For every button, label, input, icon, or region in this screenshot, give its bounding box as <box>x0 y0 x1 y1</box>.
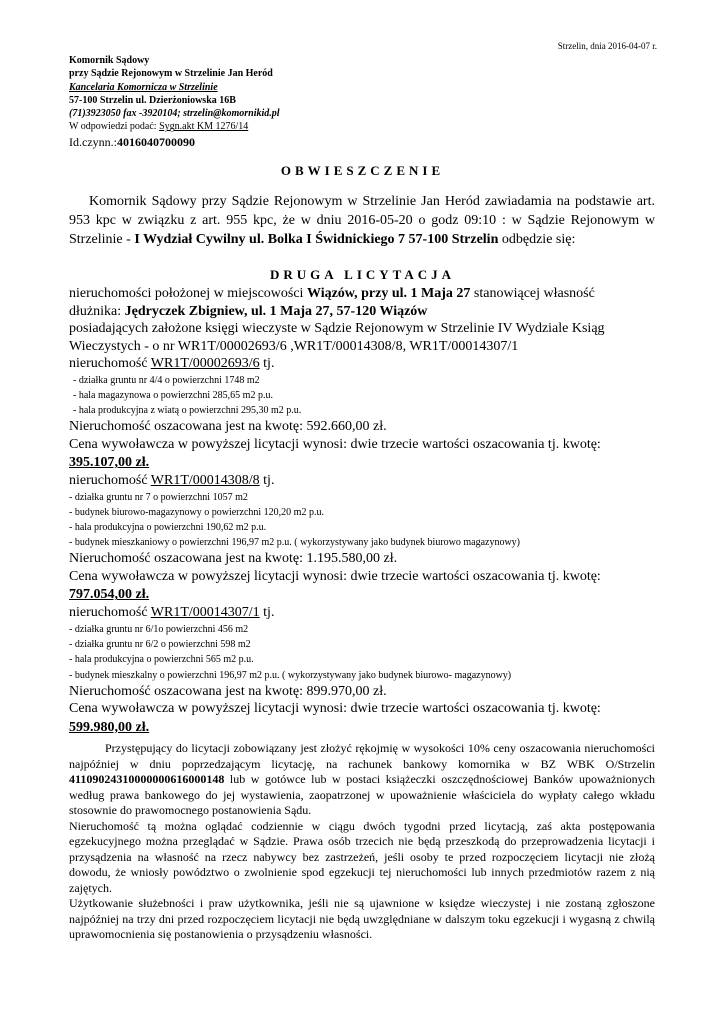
header-reply-line <box>69 120 389 133</box>
lot-item: - działka gruntu nr 4/4 o powierzchni 1748 m2 <box>73 374 260 386</box>
document-date: Strzelin, dnia 2016-04-07 r. <box>557 41 657 51</box>
header-line-address: 57-100 Strzelin ul. Dzierżoniowska 16B <box>69 94 236 106</box>
lot-item: - hala magazynowa o powierzchni 285,65 m2 p.u. <box>73 389 273 401</box>
lot-starting-price-text: Cena wywoławcza w powyższej licytacji wynosi: dwie trzecie wartości oszacowania tj. kwotę: <box>69 436 601 452</box>
debtor-line <box>69 303 655 321</box>
deposit-paragraph <box>69 741 655 819</box>
lot-label: nieruchomość <box>69 473 151 489</box>
header-line-title: Komornik Sądowy <box>69 55 150 66</box>
lot-item: - działka gruntu nr 6/1o powierzchni 456 m2 <box>69 623 249 635</box>
registry-line-2: Wieczystych - o nr WR1T/00002693/6 ,WR1T/00014308/8, WR1T/00014307/1 <box>69 338 519 354</box>
header-line-court: przy Sądzie Rejonowym w Strzelinie Jan Heród <box>69 68 273 80</box>
registry-line-1: posiadających założone księgi wieczyste w Sądzie Rejonowym w Strzelinie IV Wydziale Ksiąg <box>69 321 605 336</box>
intro-text-a: Komornik Sądowy przy Sądzie Rejonowym w Strzelinie Jan Heród zawiadamia na podstawie art. 953 kpc w związku z art. 955 kpc, że w dniu 2016-05-20 o godz 09:10 : w Sądzie Rejonowym w Strzelinie - <box>69 194 655 247</box>
lot-suffix: tj. <box>259 605 275 621</box>
intro-paragraph <box>69 192 655 249</box>
lot-valuation: Nieruchomość oszacowana jest na kwotę: 1.195.580,00 zł. <box>69 551 398 567</box>
location-address: Wiązów, przy ul. 1 Maja 27 <box>306 286 471 301</box>
lot-starting-price: 395.107,00 zł. <box>69 455 150 471</box>
lot-label: nieruchomość <box>69 605 151 621</box>
document-title: OBWIESZCZENIE <box>280 163 445 178</box>
lot-heading <box>69 472 655 490</box>
location-text-end: stanowiącej własność <box>470 286 595 301</box>
land-register-number: WR1T/00014308/8 <box>150 473 260 489</box>
lot-block <box>69 472 655 604</box>
action-id-label: Id.czynn.: <box>69 134 117 149</box>
lot-valuation: Nieruchomość oszacowana jest na kwotę: 592.660,00 zł. <box>69 419 387 435</box>
deposit-text-b: lub w gotówce lub w postaci książeczki oszczędnościowej Banków upoważnionych według prawa bankowego do jej wystawienia, zaopatrzonej w upoważnienie właściciela do wypłaty całego wkładu stosownie do prawomocnego postanowienia Sądu. <box>69 772 655 817</box>
lot-label: nieruchomość <box>69 356 151 371</box>
deposit-text-a: Przystępujący do licytacji zobowiązany jest złożyć rękojmię w wysokości 10% ceny oszacowania nieruchomości najpóźniej w dniu poprzedzającym licytację, na rachunek bankowy komornika w BZ WBK O/Strzelin <box>69 741 655 771</box>
lot-starting-price-text: Cena wywoławcza w powyższej licytacji wynosi: dwie trzecie wartości oszacowania tj. kwotę: <box>69 568 601 584</box>
lot-item: - budynek mieszkalny o powierzchni 196,97 m2 p.u. ( wykorzystywany jako budynek biurowo- magazynowy) <box>69 669 512 681</box>
lot-starting-price: 797.054,00 zł. <box>69 587 150 603</box>
lot-item: - hala produkcyjna o powierzchni 565 m2 p.u. <box>69 654 254 666</box>
lot-item: - hala produkcyjna z wiatą o powierzchni 295,30 m2 p.u. <box>73 404 302 416</box>
lot-suffix: tj. <box>259 473 275 489</box>
lot-heading <box>69 355 655 373</box>
location-text: nieruchomości położonej w miejscowości <box>69 286 307 301</box>
lot-item: - budynek biurowo-magazynowy o powierzchni 120,20 m2 p.u. <box>69 506 324 518</box>
auction-terms <box>69 741 655 943</box>
action-id-line <box>69 136 389 149</box>
header-line-office: Kancelaria Komornicza w Strzelinie <box>69 81 218 93</box>
intro-court-location: I Wydział Cywilny ul. Bolka I Świdnickiego 7 57-100 Strzelin <box>134 232 499 247</box>
auction-heading: DRUGA LICYTACJA <box>269 267 456 282</box>
debtor-label: dłużnika: <box>69 303 125 319</box>
easement-paragraph: Użytkowanie służebności i praw użytkownika, jeśli nie są ujawnione w księdze wieczystej i nie zostaną zgłoszone najpóźniej na trzy dni przed rozpoczęciem licytacji nie będą uwzględniane w dalszym toku egzekucji i wygasną z chwilą uprawomocnienia się postanowienia o przysądzeniu własności. <box>69 896 655 941</box>
lot-item: - budynek mieszkaniowy o powierzchni 196,97 m2 p.u. ( wykorzystywany jako budynek biurowo magazynowy) <box>69 537 521 549</box>
case-signature: Sygn.akt KM 1276/14 <box>159 121 249 133</box>
lot-item: - działka gruntu nr 6/2 o powierzchni 598 m2 <box>69 639 251 651</box>
bailiff-header <box>69 54 389 149</box>
bank-account-number: 41109024310000000616000148 <box>69 772 225 786</box>
lot-item: - hala produkcyjna o powierzchni 190,62 m2 p.u. <box>69 522 267 534</box>
property-location <box>69 285 655 303</box>
lot-heading <box>69 604 655 622</box>
land-register-number: WR1T/00002693/6 <box>150 356 260 371</box>
lot-block <box>69 355 655 472</box>
lot-item: - działka gruntu nr 7 o powierzchni 1057 m2 <box>69 491 248 503</box>
action-id-value: 4016040700090 <box>116 134 195 149</box>
lot-suffix: tj. <box>259 356 275 371</box>
land-register-number: WR1T/00014307/1 <box>150 605 260 621</box>
inspection-paragraph: Nieruchomość tą można oglądać codziennie w ciągu dwóch tygodni przed licytacją, zaś akta postępowania egzekucyjnego można przeglądać w Sądzie. Prawa osób trzecich nie będą przeszkodą do przeprowadzenia licytacji i przysądzenia na własność na rzecz nabywcy bez zastrzeżeń, jeśli osoby te przed rozpoczęciem licytacji nie złożą dowodu, że wniosły powództwo o zwolnienie spod egzekucji tej nieruchomości lub innych przedmiotów razem z nią zajętych. <box>69 818 655 895</box>
property-section <box>69 285 655 737</box>
header-line-contact: (71)3923050 fax -3920104; strzelin@komornikid.pl <box>69 108 280 120</box>
intro-text-b: odbędzie się: <box>498 232 576 247</box>
lot-starting-price: 599.980,00 zł. <box>69 719 150 735</box>
lot-starting-price-text: Cena wywoławcza w powyższej licytacji wynosi: dwie trzecie wartości oszacowania tj. kwotę: <box>69 701 601 717</box>
lot-block <box>69 604 655 736</box>
reply-label: W odpowiedzi podać: <box>69 121 160 133</box>
debtor-value: Jędryczek Zbigniew, ul. 1 Maja 27, 57-120 Wiązów <box>124 303 428 319</box>
lot-valuation: Nieruchomość oszacowana jest na kwotę: 899.970,00 zł. <box>69 683 387 699</box>
